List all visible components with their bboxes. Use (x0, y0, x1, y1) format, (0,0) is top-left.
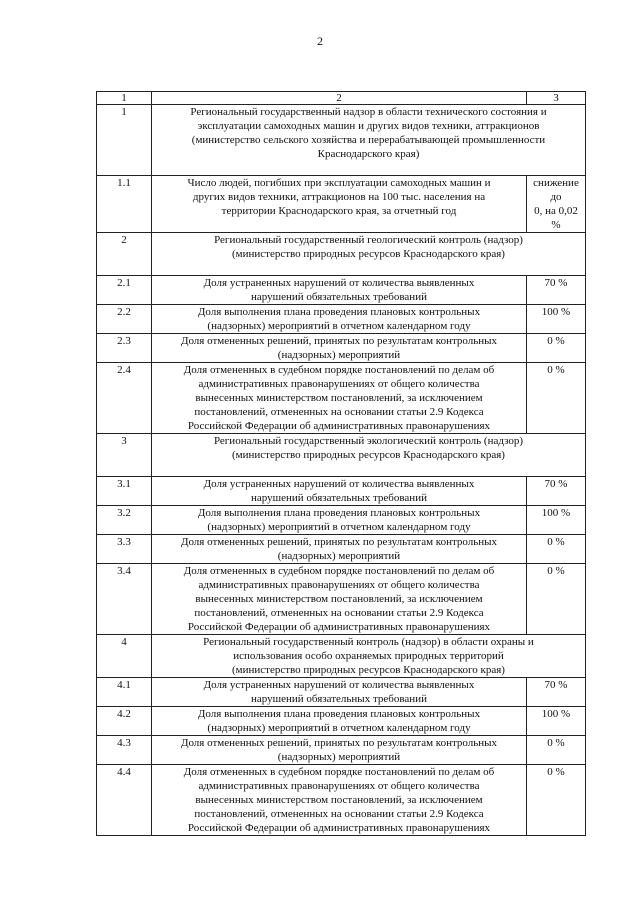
indicator-description-line: вынесенных министерством постановлений, за исключением (195, 392, 483, 404)
indicator-target-value-line: 70 % (544, 277, 568, 289)
section-title-line: (министерство природных ресурсов Краснодарского края) (232, 248, 505, 260)
column-number-3: 3 (527, 92, 586, 105)
indicator-description-line: (надзорных) мероприятий в отчетном календарном году (207, 521, 471, 533)
indicator-target-value-line: 0, на 0,02 % (534, 205, 578, 231)
indicator-number: 1.1 (97, 176, 152, 233)
indicator-description-line: административных правонарушениях от общего количества (198, 378, 480, 390)
section-number: 1 (97, 105, 152, 176)
section-title-line: (министерство природных ресурсов Краснодарского края) (232, 664, 505, 676)
indicator-row (97, 765, 586, 836)
section-title (152, 635, 586, 678)
indicator-description-line: Доля выполнения плана проведения плановых контрольных (197, 507, 481, 519)
indicator-target-value-line: 0 % (547, 565, 565, 577)
indicator-description (152, 564, 527, 635)
indicator-description-line: вынесенных министерством постановлений, за исключением (195, 794, 483, 806)
indicators-table-body (97, 92, 586, 836)
indicators-table (96, 91, 586, 836)
indicator-description-line: нарушений обязательных требований (251, 693, 427, 705)
indicator-number: 2.4 (97, 363, 152, 434)
section-title-line: (министерство природных ресурсов Краснодарского края) (232, 449, 505, 461)
indicator-target-value-line: 100 % (541, 507, 571, 519)
column-number-1: 1 (97, 92, 152, 105)
indicator-description-line: (надзорных) мероприятий в отчетном календарном году (207, 320, 471, 332)
indicator-target-value (527, 176, 586, 233)
section-title (152, 105, 586, 176)
indicator-description-line: территории Краснодарского края, за отчетный год (221, 205, 457, 217)
section-title (152, 434, 586, 477)
indicator-description (152, 477, 527, 506)
indicator-target-value (527, 564, 586, 635)
indicator-description-line: Доля устраненных нарушений от количества выявленных (203, 277, 475, 289)
section-spacer (155, 261, 582, 275)
indicator-description-line: Доля отмененных решений, принятых по результатам контрольных (180, 536, 498, 548)
indicator-description-line: Доля отмененных решений, принятых по результатам контрольных (180, 737, 498, 749)
indicator-row (97, 736, 586, 765)
indicator-row (97, 506, 586, 535)
section-title-line: Региональный государственный экологический контроль (надзор) (213, 435, 524, 447)
indicator-description-line: нарушений обязательных требований (251, 492, 427, 504)
indicator-target-value (527, 506, 586, 535)
indicator-target-value (527, 736, 586, 765)
indicator-number: 4.2 (97, 707, 152, 736)
indicator-row (97, 276, 586, 305)
indicator-description-line: Доля устраненных нарушений от количества выявленных (203, 679, 475, 691)
indicator-description-line: Доля отмененных в судебном порядке постановлений по делам об (183, 565, 495, 577)
indicator-description-line: Число людей, погибших при эксплуатации самоходных машин и (187, 177, 491, 189)
indicator-number: 3.2 (97, 506, 152, 535)
indicator-description (152, 176, 527, 233)
indicator-description-line: других видов техники, аттракционов на 100 тыс. населения на (192, 191, 486, 203)
indicator-target-value (527, 477, 586, 506)
indicator-description-line: Доля устраненных нарушений от количества выявленных (203, 478, 475, 490)
indicator-description-line: (надзорных) мероприятий (277, 751, 401, 763)
indicator-description-line: (надзорных) мероприятий (277, 349, 401, 361)
indicator-description-line: Доля выполнения плана проведения плановых контрольных (197, 306, 481, 318)
indicator-row (97, 334, 586, 363)
indicator-target-value (527, 765, 586, 836)
section-row (97, 434, 586, 477)
indicator-target-value (527, 535, 586, 564)
indicator-target-value (527, 305, 586, 334)
indicator-row (97, 477, 586, 506)
indicator-target-value-line: 0 % (547, 335, 565, 347)
indicator-description-line: постановлений, отмененных на основании статьи 2.9 Кодекса (194, 808, 484, 820)
section-spacer (155, 462, 582, 476)
indicator-description (152, 363, 527, 434)
indicator-description-line: постановлений, отмененных на основании статьи 2.9 Кодекса (194, 406, 484, 418)
indicator-description-line: Российской Федерации об административных правонарушениях (187, 420, 491, 432)
section-title-line: использования особо охраняемых природных территорий (233, 650, 504, 662)
column-number-row (97, 92, 586, 105)
indicator-target-value (527, 363, 586, 434)
indicator-number: 2.2 (97, 305, 152, 334)
section-title (152, 233, 586, 276)
section-number: 3 (97, 434, 152, 477)
indicator-target-value (527, 678, 586, 707)
section-row (97, 635, 586, 678)
indicator-number: 2.1 (97, 276, 152, 305)
indicator-row (97, 564, 586, 635)
section-spacer (155, 161, 582, 175)
indicator-description-line: Доля выполнения плана проведения плановых контрольных (197, 708, 481, 720)
indicator-number: 4.4 (97, 765, 152, 836)
indicator-description-line: Российской Федерации об административных правонарушениях (187, 621, 491, 633)
indicator-target-value (527, 707, 586, 736)
indicator-number: 4.1 (97, 678, 152, 707)
indicator-target-value-line: 0 % (547, 364, 565, 376)
section-number: 2 (97, 233, 152, 276)
indicator-row (97, 176, 586, 233)
section-title-line: Региональный государственный геологический контроль (надзор) (214, 234, 523, 246)
indicator-row (97, 678, 586, 707)
indicator-description-line: (надзорных) мероприятий в отчетном календарном году (207, 722, 471, 734)
indicator-number: 3.3 (97, 535, 152, 564)
section-title-line: (министерство сельского хозяйства и перерабатывающей промышленности (191, 134, 546, 146)
section-title-line: Региональный государственный контроль (надзор) в области охраны и (203, 636, 534, 648)
indicator-description-line: Российской Федерации об административных правонарушениях (187, 822, 491, 834)
indicator-description-line: Доля отмененных в судебном порядке постановлений по делам об (183, 364, 495, 376)
indicator-description-line: постановлений, отмененных на основании статьи 2.9 Кодекса (194, 607, 484, 619)
section-title-line: Региональный государственный надзор в области технического состояния и (190, 106, 547, 118)
indicator-number: 4.3 (97, 736, 152, 765)
indicator-description-line: Доля отмененных решений, принятых по результатам контрольных (180, 335, 498, 347)
indicator-target-value-line: 70 % (544, 679, 568, 691)
indicator-target-value-line: 100 % (541, 306, 571, 318)
indicator-row (97, 363, 586, 434)
indicator-description (152, 506, 527, 535)
indicator-description (152, 736, 527, 765)
indicator-number: 3.4 (97, 564, 152, 635)
indicator-number: 2.3 (97, 334, 152, 363)
indicator-description (152, 276, 527, 305)
indicator-target-value-line: снижение до (533, 177, 579, 203)
indicator-description (152, 305, 527, 334)
section-title-line: Краснодарского края) (317, 148, 420, 160)
indicator-target-value-line: 0 % (547, 766, 565, 778)
section-title-line: эксплуатации самоходных машин и других видов техники, аттракционов (197, 120, 540, 132)
indicator-row (97, 535, 586, 564)
indicator-description-line: административных правонарушениях от общего количества (198, 579, 480, 591)
indicator-description (152, 535, 527, 564)
indicator-target-value (527, 276, 586, 305)
indicator-row (97, 305, 586, 334)
indicator-description-line: вынесенных министерством постановлений, за исключением (195, 593, 483, 605)
indicator-target-value-line: 0 % (547, 536, 565, 548)
indicator-target-value-line: 70 % (544, 478, 568, 490)
indicator-description-line: административных правонарушениях от общего количества (198, 780, 480, 792)
indicator-description (152, 334, 527, 363)
indicator-description-line: Доля отмененных в судебном порядке постановлений по делам об (183, 766, 495, 778)
indicator-description-line: (надзорных) мероприятий (277, 550, 401, 562)
indicator-target-value (527, 334, 586, 363)
page-number: 2 (317, 34, 323, 48)
column-number-2: 2 (152, 92, 527, 105)
indicator-description-line: нарушений обязательных требований (251, 291, 427, 303)
indicator-number: 3.1 (97, 477, 152, 506)
indicator-row (97, 707, 586, 736)
indicator-target-value-line: 0 % (547, 737, 565, 749)
indicator-description (152, 707, 527, 736)
section-row (97, 105, 586, 176)
indicator-target-value-line: 100 % (541, 708, 571, 720)
section-row (97, 233, 586, 276)
indicator-description (152, 765, 527, 836)
section-number: 4 (97, 635, 152, 678)
indicator-description (152, 678, 527, 707)
